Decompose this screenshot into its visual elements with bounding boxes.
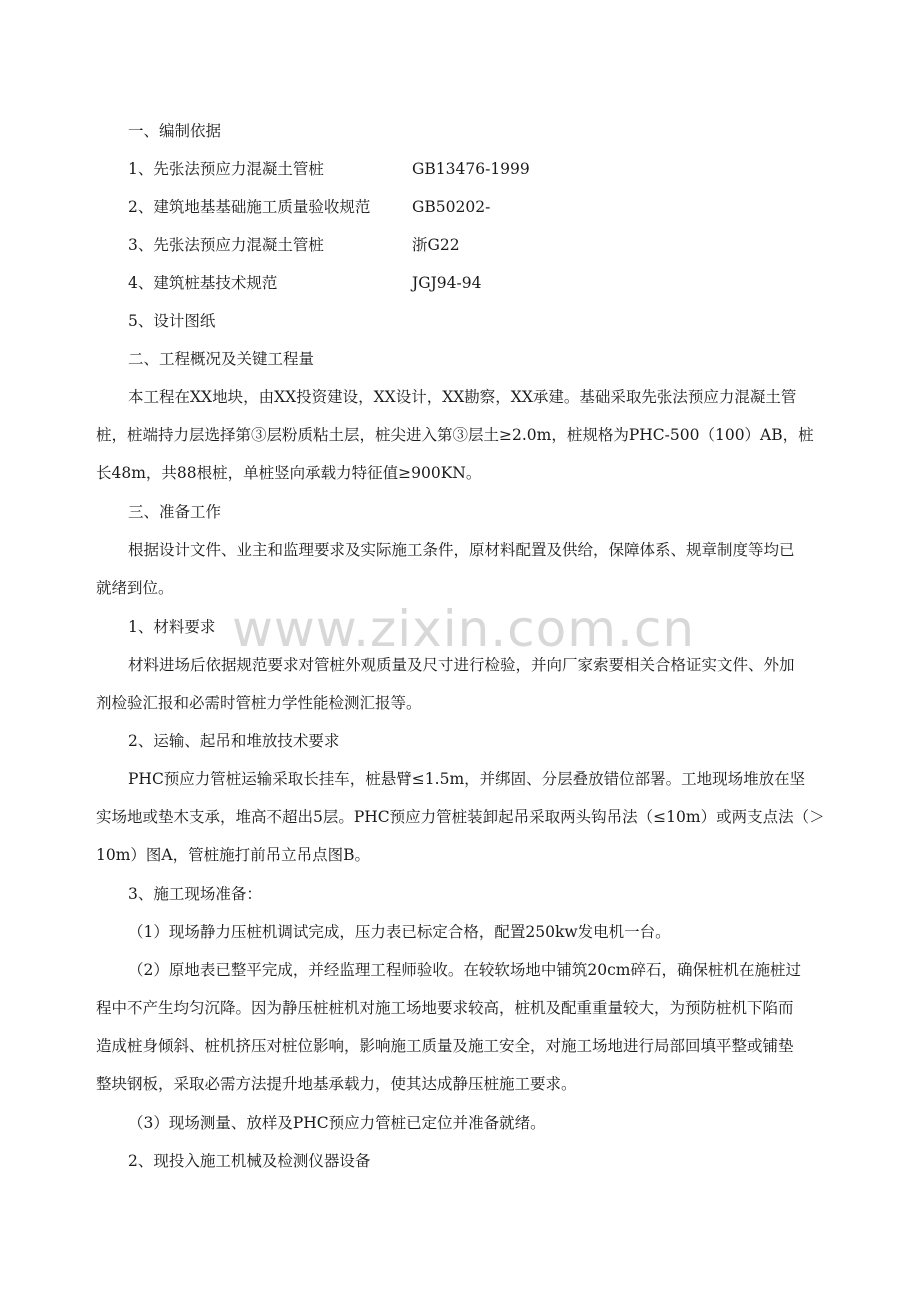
reference-code: GB50202- (412, 198, 491, 216)
reference-code: GB13476-1999 (412, 160, 530, 178)
reference-title: 2、建筑地基基础施工质量验收规范 (128, 198, 371, 216)
subsection-heading: 3、施工现场准备： (128, 885, 262, 903)
paragraph-line: 10m）图A，管桩施打前吊立吊点图B。 (96, 846, 371, 864)
paragraph-line: 实场地或垫木支承，堆高不超出5层。PHC预应力管桩装卸起吊采取两头钩吊法（≤10m）或两支点法（＞ (96, 808, 825, 826)
reference-title: 4、建筑桩基技术规范 (128, 274, 278, 292)
subsection-heading: 1、材料要求 (128, 618, 216, 636)
reference-code: 浙G22 (412, 236, 460, 254)
reference-title: 1、先张法预应力混凝土管桩 (128, 160, 324, 178)
watermark: www.zixin.com.cn (232, 600, 696, 658)
paragraph-line: 程中不产生均匀沉降。因为静压桩桩机对施工场地要求较高，桩机及配重重量较大，为预防桩机下陷而 (96, 999, 794, 1017)
reference-title: 3、先张法预应力混凝土管桩 (128, 236, 324, 254)
paragraph-line: 根据设计文件、业主和监理要求及实际施工条件，原材料配置及供给，保障体系、规章制度等均已 (128, 541, 795, 559)
reference-item (128, 273, 482, 293)
paragraph-line: 桩，桩端持力层选择第③层粉质粘土层，桩尖进入第③层土≥2.0m，桩规格为PHC-500（100）AB，桩 (96, 426, 814, 444)
paragraph-line: 造成桩身倾斜、桩机挤压对桩位影响，影响施工质量及施工安全，对施工场地进行局部回填平整或铺垫 (96, 1037, 794, 1055)
site-item-3: （3）现场测量、放样及PHC预应力管桩已定位并准备就绪。 (128, 1114, 546, 1132)
subsection-heading: 2、运输、起吊和堆放技术要求 (128, 732, 340, 750)
paragraph-line: 剂检验汇报和必需时管桩力学性能检测汇报等。 (96, 694, 422, 712)
paragraph-line: PHC预应力管桩运输采取长挂车，桩悬臂≤1.5m，并绑固、分层叠放错位部署。工地现场堆放在坚 (128, 770, 806, 788)
reference-item (128, 197, 490, 217)
paragraph-line: 本工程在XX地块，由XX投资建设，XX设计，XX勘察，XX承建。基础采取先张法预应力混凝土管 (128, 388, 797, 406)
reference-code: JGJ94-94 (412, 274, 482, 292)
paragraph-line: 长48m，共88根桩，单桩竖向承载力特征值≥900KN。 (96, 464, 482, 482)
reference-item: 5、设计图纸 (128, 312, 216, 330)
reference-item (128, 235, 460, 255)
paragraph-line: 就绪到位。 (96, 579, 174, 597)
section2-heading: 二、工程概况及关键工程量 (128, 350, 315, 368)
section3-heading: 三、准备工作 (128, 503, 222, 521)
site-item-1: （1）现场静力压桩机调试完成，压力表已标定合格，配置250kw发电机一台。 (128, 923, 671, 941)
section1-heading: 一、编制依据 (128, 122, 222, 140)
paragraph-line: （2）原地表已整平完成，并经监理工程师验收。在较软场地中铺筑20cm碎石，确保桩机在施桩过 (128, 961, 801, 979)
paragraph-line: 材料进场后依据规范要求对管桩外观质量及尺寸进行检验，并向厂家索要相关合格证实文件、外加 (128, 656, 795, 674)
subsection-heading: 2、现投入施工机械及检测仪器设备 (128, 1152, 371, 1170)
paragraph-line: 整块钢板，采取必需方法提升地基承载力，使其达成静压桩施工要求。 (96, 1075, 577, 1093)
reference-item (128, 159, 530, 179)
